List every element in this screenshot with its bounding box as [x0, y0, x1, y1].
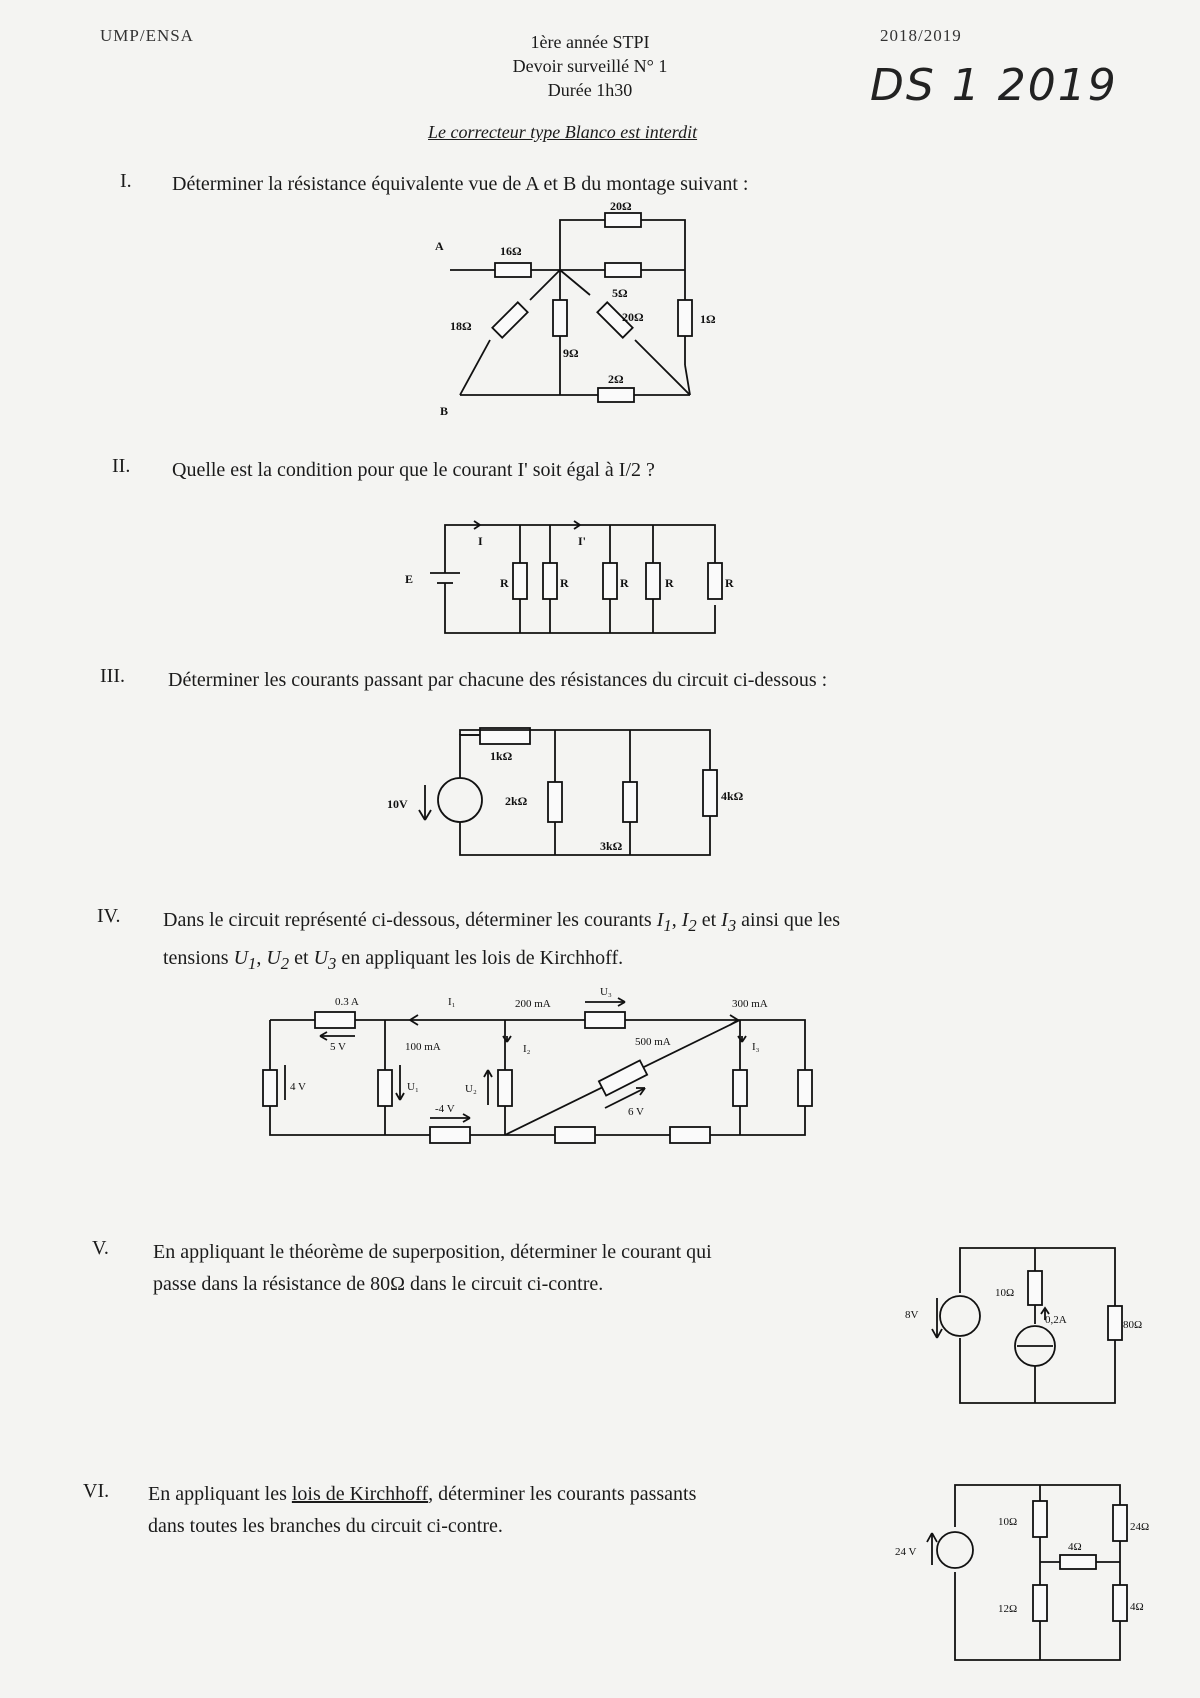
- question-text: Quelle est la condition pour que le courant I' soit égal à I/2 ?: [172, 459, 655, 481]
- var-i1: I: [656, 909, 664, 931]
- question-text: [163, 904, 993, 980]
- circuit-4-diagram: [260, 986, 830, 1165]
- c5-8v: 8V: [905, 1309, 919, 1321]
- year-level: 1ère année STPI: [530, 32, 650, 52]
- exam-info: [450, 30, 730, 102]
- sub: 3: [328, 954, 337, 973]
- sub: 1: [248, 954, 257, 973]
- c4-4v: 4 V: [290, 1081, 306, 1093]
- c5-10ohm: 10Ω: [995, 1287, 1015, 1299]
- c4-u2: U₂: [465, 1083, 477, 1095]
- r-label: R: [725, 576, 734, 590]
- r16-label: 16Ω: [500, 244, 522, 258]
- circuit-2-diagram: [400, 515, 734, 645]
- blanco-note: Le correcteur type Blanco est interdit: [428, 122, 698, 142]
- r1-label: 1Ω: [700, 312, 716, 326]
- school-name: UMP/ENSA: [100, 26, 194, 45]
- line: dans toutes les branches du circuit ci-contre.: [148, 1515, 503, 1537]
- c4-03a: 0.3 A: [335, 996, 359, 1008]
- c4-u3: U₃: [600, 986, 612, 998]
- c4-minus4v: -4 V: [435, 1103, 455, 1115]
- c4-200ma: 200 mA: [515, 998, 551, 1010]
- source-10v-label: 10V: [387, 797, 408, 811]
- var-i2: I: [681, 909, 689, 931]
- r2-label: 2Ω: [608, 372, 624, 386]
- circuit-3-diagram: [385, 720, 785, 870]
- question-number: V.: [92, 1237, 109, 1259]
- question-text: [153, 1236, 712, 1300]
- text-part: tensions: [163, 947, 234, 969]
- text-part: , déterminer les courants passants: [428, 1483, 697, 1505]
- sep: et: [289, 947, 314, 969]
- node-b-label: B: [440, 404, 449, 418]
- var-u3: U: [313, 947, 329, 969]
- text-part: en appliquant les lois de Kirchhoff.: [341, 947, 624, 969]
- c5-02a: 0,2A: [1045, 1314, 1067, 1326]
- text-part: ainsi que les: [741, 909, 841, 931]
- circuit-5-diagram: [895, 1238, 1145, 1413]
- c6-12ohm: 12Ω: [998, 1603, 1018, 1615]
- r2k-label: 2kΩ: [505, 794, 528, 808]
- text-part: Dans le circuit représenté ci-dessous, déterminer les courants: [163, 909, 657, 931]
- c4-5v: 5 V: [330, 1041, 346, 1053]
- sep: ,: [671, 909, 682, 931]
- c4-i3: I₃: [752, 1041, 760, 1053]
- var-i3: I: [721, 909, 728, 931]
- current-i-label: I: [478, 534, 483, 548]
- sub: 2: [280, 954, 290, 973]
- r-label: R: [560, 576, 569, 590]
- c4-100ma: 100 mA: [405, 1041, 441, 1053]
- question-number: I.: [120, 170, 132, 192]
- sub: 3: [727, 916, 737, 935]
- circuit-6-diagram: [890, 1475, 1160, 1670]
- resistor-column: [513, 525, 722, 633]
- current-i-prime-label: I': [578, 534, 587, 548]
- r-label: R: [620, 576, 629, 590]
- c4-500ma: 500 mA: [635, 1036, 671, 1048]
- c4-i2: I₂: [523, 1043, 531, 1055]
- r20-diag-label: 20Ω: [622, 310, 644, 324]
- c6-24v: 24 V: [895, 1546, 917, 1558]
- circuit-1-diagram: [430, 199, 730, 420]
- question-text: Déterminer les courants passant par chacune des résistances du circuit ci-dessous :: [168, 669, 828, 691]
- c6-4ohm-mid: 4Ω: [1068, 1541, 1082, 1553]
- var-u2: U: [266, 947, 281, 969]
- c4-6v: 6 V: [628, 1106, 644, 1118]
- text-part: En appliquant les: [148, 1483, 292, 1505]
- c5-80ohm: 80Ω: [1123, 1319, 1143, 1331]
- r1k-label: 1kΩ: [490, 749, 513, 763]
- r-label: R: [500, 576, 509, 590]
- c4-i1: I₁: [448, 996, 456, 1008]
- c4-300ma: 300 mA: [732, 998, 768, 1010]
- kirchhoff-underlined: lois de Kirchhoff: [291, 1483, 429, 1505]
- c6-24ohm: 24Ω: [1130, 1521, 1150, 1533]
- exam-title: Devoir surveillé N° 1: [512, 56, 668, 76]
- line: En appliquant le théorème de superposition, déterminer le courant qui: [153, 1241, 712, 1263]
- exam-duration: Durée 1h30: [547, 80, 633, 100]
- r9-label: 9Ω: [563, 346, 579, 360]
- c6-10ohm: 10Ω: [998, 1516, 1018, 1528]
- question-text: [148, 1478, 696, 1542]
- c4-u1: U₁: [407, 1081, 419, 1093]
- r5-label: 5Ω: [612, 286, 628, 300]
- r18-label: 18Ω: [450, 319, 472, 333]
- source-e-label: E: [405, 572, 414, 586]
- question-number: VI.: [83, 1480, 110, 1502]
- handwritten-note: DS 1 2019: [870, 60, 1118, 111]
- line: passe dans la résistance de 80Ω dans le circuit ci-contre.: [153, 1273, 604, 1295]
- question-number: III.: [100, 665, 125, 687]
- node-a-label: A: [435, 239, 444, 253]
- sub: 1: [663, 916, 672, 935]
- sep: et: [696, 909, 722, 931]
- sep: ,: [256, 947, 267, 969]
- question-text: Déterminer la résistance équivalente vue de A et B du montage suivant :: [172, 173, 749, 195]
- r20-top-label: 20Ω: [610, 199, 632, 213]
- academic-year: 2018/2019: [880, 26, 962, 45]
- sub: 2: [688, 916, 697, 935]
- c6-4ohm-right: 4Ω: [1130, 1601, 1144, 1613]
- r3k-label: 3kΩ: [600, 839, 623, 853]
- question-number: II.: [112, 455, 131, 477]
- var-u1: U: [233, 947, 249, 969]
- r-label: R: [665, 576, 674, 590]
- r4k-label: 4kΩ: [721, 789, 744, 803]
- question-number: IV.: [97, 905, 121, 927]
